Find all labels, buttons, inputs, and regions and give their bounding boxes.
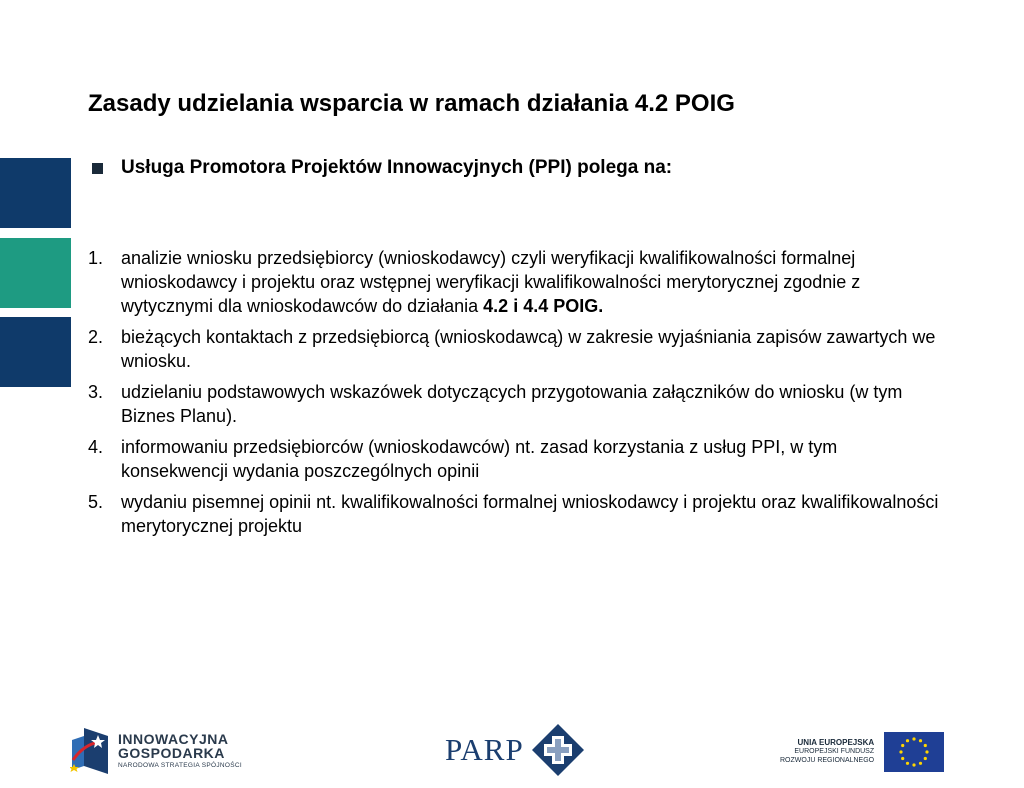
list-number: 4.: [88, 437, 104, 457]
list-number: 5.: [88, 492, 104, 512]
list-item-text: bieżących kontaktach z przedsiębiorcą (wnioskodawcą) w zakresie wyjaśniania zapisów zawartych we wniosku.: [121, 327, 936, 371]
list-item: [88, 435, 948, 483]
eu-line-2: EUROPEJSKI FUNDUSZ: [794, 748, 875, 756]
parp-logo: [445, 722, 586, 778]
subtitle-row: [92, 157, 672, 179]
list-item: [88, 325, 948, 373]
side-block-navy-bottom: [0, 317, 71, 387]
list-item: [88, 246, 948, 318]
parp-diamond-icon: [530, 722, 586, 778]
list-item-text: analizie wniosku przedsiębiorcy (wnioskodawcy) czyli weryfikacji kwalifikowalności formalnej wnioskodawcy i projektu oraz wstępnej weryfikacji kwalifikowalności merytorycznej zgodnie z wytycznymi dla wnioskodawców do działania: [121, 248, 861, 316]
list-item: [88, 490, 948, 538]
ig-line-3: NARODOWA STRATEGIA SPÓJNOŚCI: [118, 762, 242, 770]
innowacyjna-gospodarka-logo: [70, 726, 242, 776]
eu-flag-icon: [884, 732, 944, 772]
list-item-text: informowaniu przedsiębiorców (wnioskodawców) nt. zasad korzystania z usług PPI, w tym konsekwencji wydania poszczególnych opinii: [121, 437, 838, 481]
list-item-text: udzielaniu podstawowych wskazówek dotyczących przygotowania załączników do wniosku (w tym Biznes Planu).: [121, 382, 903, 426]
eu-logo: [780, 732, 944, 772]
side-block-navy-top: [0, 158, 71, 228]
list-number: 2.: [88, 327, 104, 347]
square-bullet-icon: [92, 163, 103, 174]
ig-line-1: INNOWACYJNA: [118, 731, 229, 748]
list-number: 1.: [88, 248, 104, 268]
eu-line-1: UNIA EUROPEJSKA: [797, 738, 875, 748]
service-list: [88, 246, 948, 545]
slide-subtitle: Usługa Promotora Projektów Innowacyjnych (PPI) polega na:: [121, 157, 673, 178]
list-item-text: wydaniu pisemnej opinii nt. kwalifikowalności formalnej wnioskodawcy i projektu oraz kwalifikowalności merytorycznej projektu: [121, 492, 939, 536]
eu-line-3: ROZWOJU REGIONALNEGO: [780, 757, 875, 764]
list-number: 3.: [88, 382, 104, 402]
list-item-bold-text: 4.2 i 4.4 POIG.: [483, 296, 604, 316]
side-block-teal: [0, 238, 71, 308]
parp-wordmark: PARP: [445, 732, 524, 767]
slide-title: Zasady udzielania wsparcia w ramach działania 4.2 POIG: [88, 90, 735, 117]
list-item: [88, 380, 948, 428]
footer-logos: [0, 718, 1024, 788]
ig-line-2: GOSPODARKA: [118, 745, 225, 762]
innowacyjna-gospodarka-emblem-icon: [70, 726, 110, 776]
